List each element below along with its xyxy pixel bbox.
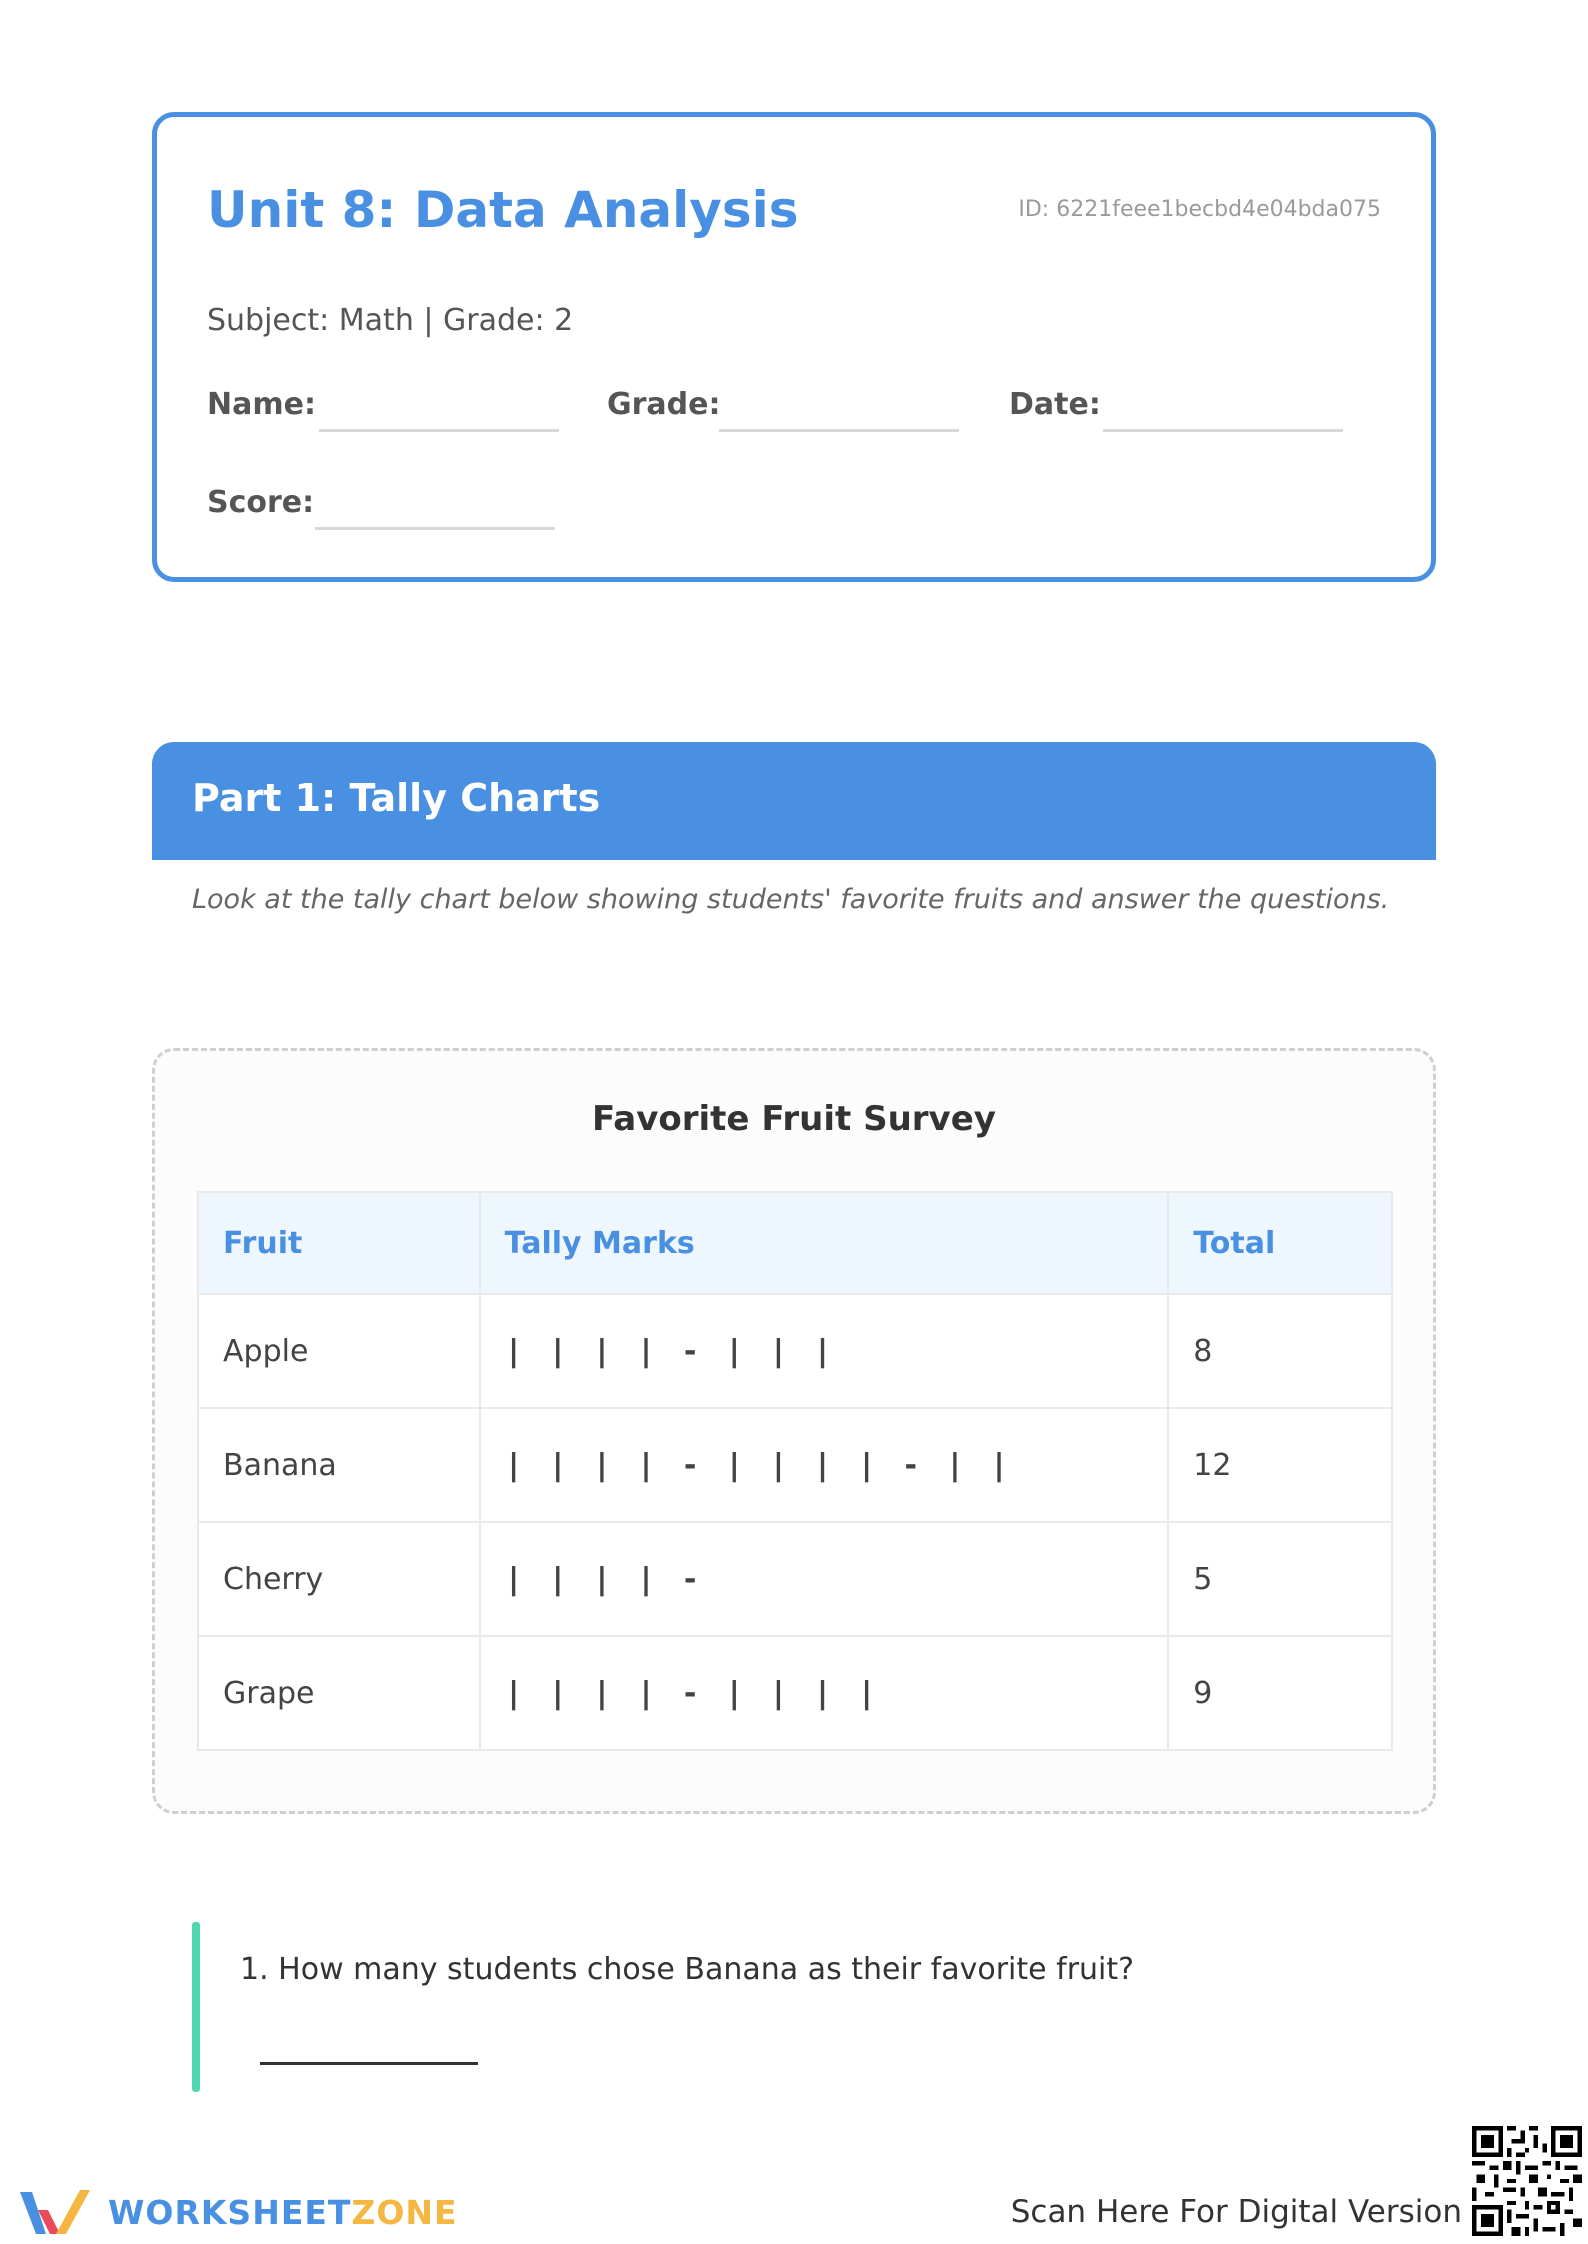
date-field[interactable]: [1103, 429, 1343, 432]
table-row: [198, 1636, 1392, 1750]
logo-text-worksheet: WORKSHEET: [108, 2192, 352, 2232]
worksheet-title: Unit 8: Data Analysis: [207, 181, 799, 239]
worksheet-header: [152, 112, 1436, 582]
question-text: 1. How many students chose Banana as their favorite fruit?: [240, 1952, 1135, 1987]
score-field[interactable]: [315, 527, 555, 530]
name-label: Name:: [207, 387, 316, 422]
qr-code-icon[interactable]: [1472, 2126, 1582, 2236]
worksheetzone-logo[interactable]: [16, 2182, 458, 2242]
question-1: [192, 1922, 1392, 2092]
score-label: Score:: [207, 485, 315, 520]
question-accent-bar: [192, 1922, 200, 2092]
answer-line[interactable]: [260, 2062, 478, 2065]
column-header-total: Total: [1168, 1192, 1392, 1294]
tally-cell: | | | | - | | | |: [480, 1636, 1169, 1750]
logo-w-icon: [16, 2184, 94, 2240]
scan-text: Scan Here For Digital Version: [1010, 2194, 1462, 2230]
column-header-fruit: Fruit: [198, 1192, 480, 1294]
tally-chart-card: [152, 1048, 1436, 1814]
total-cell: 12: [1168, 1408, 1392, 1522]
part-1-banner: [152, 742, 1436, 860]
column-header-tally: Tally Marks: [480, 1192, 1169, 1294]
name-field[interactable]: [319, 429, 559, 432]
total-cell: 9: [1168, 1636, 1392, 1750]
tally-cell: | | | | - | | |: [480, 1294, 1169, 1408]
chart-title: Favorite Fruit Survey: [592, 1099, 996, 1139]
grade-label: Grade:: [607, 387, 721, 422]
part-1-instructions: Look at the tally chart below showing students' favorite fruits and answer the questions.: [192, 884, 1390, 915]
date-label: Date:: [1009, 387, 1101, 422]
total-cell: 8: [1168, 1294, 1392, 1408]
logo-text: [108, 2193, 458, 2232]
fruit-cell: Banana: [198, 1408, 480, 1522]
worksheet-id: ID: 6221feee1becbd4e04bda075: [1018, 197, 1381, 222]
grade-field[interactable]: [719, 429, 959, 432]
tally-cell: | | | | -: [480, 1522, 1169, 1636]
total-cell: 5: [1168, 1522, 1392, 1636]
table-row: [198, 1522, 1392, 1636]
subject-line: Subject: Math | Grade: 2: [207, 303, 574, 338]
part-1-title: Part 1: Tally Charts: [192, 776, 601, 820]
fruit-cell: Cherry: [198, 1522, 480, 1636]
table-row: [198, 1294, 1392, 1408]
fruit-cell: Apple: [198, 1294, 480, 1408]
tally-table: [197, 1191, 1393, 1751]
fruit-cell: Grape: [198, 1636, 480, 1750]
logo-text-zone: ZONE: [351, 2192, 458, 2232]
table-header-row: [198, 1192, 1392, 1294]
tally-cell: | | | | - | | | | - | |: [480, 1408, 1169, 1522]
table-row: [198, 1408, 1392, 1522]
